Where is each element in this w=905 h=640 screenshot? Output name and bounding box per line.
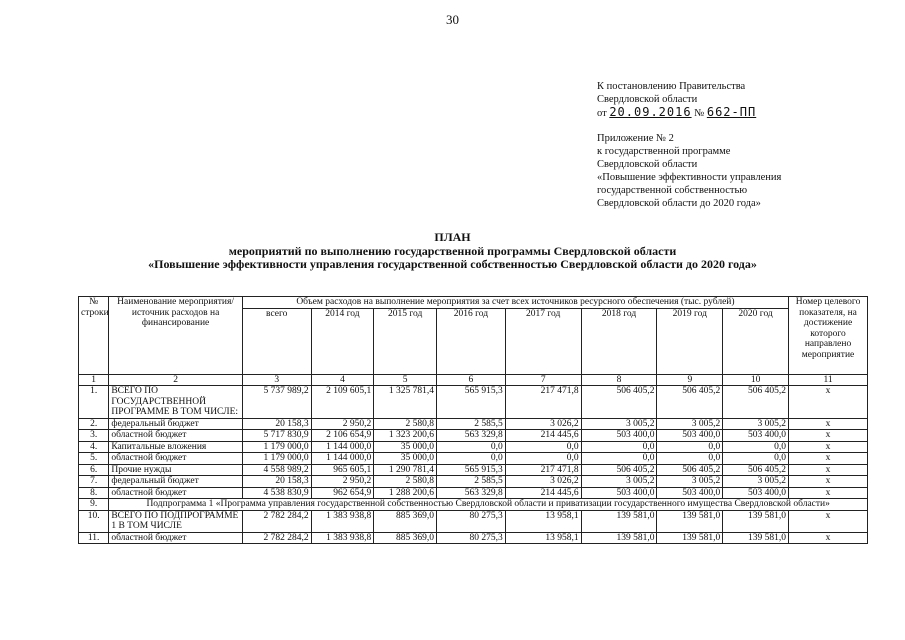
table-cell-value: 506 405,2 [723, 464, 789, 476]
page-number: 30 [446, 12, 459, 27]
number-sign: № [694, 108, 705, 119]
col-number: 8 [581, 374, 657, 386]
table-cell-no: 10. [79, 510, 109, 532]
table-cell-name: Капитальные вложения [109, 441, 243, 453]
col-number: 6 [437, 374, 506, 386]
table-cell-value: 962 654,9 [311, 487, 374, 499]
approval-number: 662-ПП [706, 105, 757, 119]
table-cell-value: 506 405,2 [723, 386, 789, 419]
table-cell-value: 1 383 938,8 [311, 510, 374, 532]
table-cell-value: 139 581,0 [723, 532, 789, 544]
table-cell-value: 885 369,0 [374, 510, 437, 532]
table-cell-value: 0,0 [581, 453, 657, 465]
table-cell-value: 1 290 781,4 [374, 464, 437, 476]
table-cell-value: 139 581,0 [581, 510, 657, 532]
table-cell-no: 1. [79, 386, 109, 419]
table-cell-target: x [789, 487, 868, 499]
table-cell-no: 7. [79, 476, 109, 488]
plan-table [78, 296, 868, 544]
header-col: 2020 год [723, 308, 789, 374]
table-cell-value: 5 737 989,2 [242, 386, 311, 419]
table-row [79, 510, 868, 532]
appendix-line: Свердловской области до 2020 года» [597, 198, 761, 209]
header-col: 2016 год [437, 308, 506, 374]
table-cell-no: 8. [79, 487, 109, 499]
table-cell-value: 503 400,0 [657, 487, 723, 499]
table-cell-value: 3 005,2 [581, 476, 657, 488]
table-cell-value: 0,0 [437, 453, 506, 465]
table-cell-value: 0,0 [505, 453, 581, 465]
header-target: Номер целевого показателя, на достижение которого направлено мероприятие [789, 297, 868, 375]
table-cell-no: 9. [79, 499, 109, 511]
table-cell-value: 2 782 284,2 [242, 510, 311, 532]
header-col: 2015 год [374, 308, 437, 374]
table-cell-value: 35 000,0 [374, 441, 437, 453]
table-cell-value: 503 400,0 [723, 487, 789, 499]
table-cell-target: x [789, 386, 868, 419]
table-cell-value: 214 445,6 [505, 430, 581, 442]
table-cell-value: 4 558 989,2 [242, 464, 311, 476]
table-row [79, 476, 868, 488]
col-number: 7 [505, 374, 581, 386]
header-row-no: № строки [79, 297, 109, 375]
table-cell-value: 3 026,2 [505, 476, 581, 488]
table-cell-name: федеральный бюджет [109, 418, 243, 430]
table-cell-target: x [789, 464, 868, 476]
table-cell-value: 80 275,3 [437, 532, 506, 544]
table-cell-target: x [789, 418, 868, 430]
table-cell-value: 506 405,2 [657, 386, 723, 419]
table-body-main [79, 386, 868, 499]
table-cell-value: 1 144 000,0 [311, 441, 374, 453]
table-cell-value: 4 538 830,9 [242, 487, 311, 499]
table-cell-value: 0,0 [505, 441, 581, 453]
appendix-line: Приложение № 2 [597, 133, 674, 144]
table-cell-target: x [789, 510, 868, 532]
table-cell-value: 3 005,2 [657, 476, 723, 488]
table-cell-target: x [789, 532, 868, 544]
table-cell-target: x [789, 453, 868, 465]
appendix-line: «Повышение эффективности управления [597, 172, 782, 183]
approval-date: 20.09.2016 [609, 105, 692, 119]
table-cell-value: 506 405,2 [657, 464, 723, 476]
table-cell-value: 0,0 [723, 453, 789, 465]
table-cell-name: Прочие нужды [109, 464, 243, 476]
table-cell-name: областной бюджет [109, 532, 243, 544]
col-number: 9 [657, 374, 723, 386]
table-cell-no: 4. [79, 441, 109, 453]
table-cell-name: областной бюджет [109, 487, 243, 499]
table-cell-value: 3 005,2 [581, 418, 657, 430]
subprogram-row [79, 499, 868, 511]
table-row [79, 418, 868, 430]
table-cell-value: 1 144 000,0 [311, 453, 374, 465]
table-cell-value: 2 950,2 [311, 418, 374, 430]
col-number: 10 [723, 374, 789, 386]
table-cell-value: 20 158,3 [242, 418, 311, 430]
table-cell-value: 2 106 654,9 [311, 430, 374, 442]
table-cell-name: областной бюджет [109, 430, 243, 442]
table-cell-value: 0,0 [437, 441, 506, 453]
appendix-line: к государственной программе [597, 146, 731, 157]
table-cell-value: 1 325 781,4 [374, 386, 437, 419]
header-expenses: Объем расходов на выполнение мероприятия за счет всех источников ресурсного обеспечения (тыс. рублей) [242, 297, 788, 309]
header-name: Наименование мероприятия/источник расходов на финансирование [109, 297, 243, 375]
title-line-1: ПЛАН [434, 230, 471, 244]
table-cell-value: 0,0 [581, 441, 657, 453]
col-number: 11 [789, 374, 868, 386]
table-cell-value: 563 329,8 [437, 487, 506, 499]
table-row [79, 430, 868, 442]
table-row [79, 453, 868, 465]
table-cell-value: 503 400,0 [657, 430, 723, 442]
table-cell-value: 2 109 605,1 [311, 386, 374, 419]
table-cell-value: 3 005,2 [723, 476, 789, 488]
table-cell-value: 0,0 [657, 441, 723, 453]
table-cell-value: 565 915,3 [437, 464, 506, 476]
table-cell-value: 2 585,5 [437, 476, 506, 488]
table-cell-value: 2 580,8 [374, 476, 437, 488]
table-cell-name: федеральный бюджет [109, 476, 243, 488]
table-cell-value: 965 605,1 [311, 464, 374, 476]
table-cell-value: 0,0 [723, 441, 789, 453]
table-cell-value: 217 471,8 [505, 386, 581, 419]
table-cell-value: 506 405,2 [581, 386, 657, 419]
approval-line-1: К постановлению Правительства [597, 81, 746, 92]
date-prefix: от [597, 108, 607, 119]
table-cell-value: 2 950,2 [311, 476, 374, 488]
table-cell-value: 565 915,3 [437, 386, 506, 419]
table-cell-value: 13 958,1 [505, 510, 581, 532]
header-col: 2017 год [505, 308, 581, 374]
table-cell-no: 6. [79, 464, 109, 476]
table-cell-value: 35 000,0 [374, 453, 437, 465]
table-cell-value: 503 400,0 [581, 430, 657, 442]
approval-date-line [597, 106, 756, 120]
table-cell-value: 214 445,6 [505, 487, 581, 499]
table-row [79, 441, 868, 453]
table-row [79, 386, 868, 419]
approval-line-2: Свердловской области [597, 94, 698, 105]
table-cell-name: областной бюджет [109, 453, 243, 465]
table-cell-value: 0,0 [657, 453, 723, 465]
table-cell-value: 503 400,0 [581, 487, 657, 499]
header-col: 2014 год [311, 308, 374, 374]
col-number: 1 [79, 374, 109, 386]
col-number: 3 [242, 374, 311, 386]
header-col: 2019 год [657, 308, 723, 374]
table-cell-no: 3. [79, 430, 109, 442]
table-cell-value: 2 580,8 [374, 418, 437, 430]
table-cell-value: 885 369,0 [374, 532, 437, 544]
table-cell-value: 139 581,0 [581, 532, 657, 544]
appendix-line: государственной собственностью [597, 185, 748, 196]
table-cell-value: 563 329,8 [437, 430, 506, 442]
table-cell-value: 2 585,5 [437, 418, 506, 430]
table-row [79, 487, 868, 499]
table-cell-value: 503 400,0 [723, 430, 789, 442]
table-cell-value: 3 005,2 [657, 418, 723, 430]
header-col: 2018 год [581, 308, 657, 374]
col-number: 5 [374, 374, 437, 386]
approval-block [597, 80, 756, 120]
table-cell-no: 5. [79, 453, 109, 465]
table-body-subprogram [79, 510, 868, 544]
table-cell-value: 139 581,0 [657, 510, 723, 532]
table-cell-value: 1 323 200,6 [374, 430, 437, 442]
table-row [79, 532, 868, 544]
table-cell-value: 139 581,0 [723, 510, 789, 532]
table-cell-value: 1 179 000,0 [242, 453, 311, 465]
table-row [79, 464, 868, 476]
table-cell-value: 3 026,2 [505, 418, 581, 430]
table-cell-name: ВСЕГО ПО ПОДПРОГРАММЕ 1 В ТОМ ЧИСЛЕ [109, 510, 243, 532]
table-cell-value: 1 179 000,0 [242, 441, 311, 453]
document-title [0, 231, 905, 272]
table-cell-target: x [789, 476, 868, 488]
table-cell-value: 13 958,1 [505, 532, 581, 544]
header-row [79, 297, 868, 309]
header-col: всего [242, 308, 311, 374]
table-cell-target: x [789, 430, 868, 442]
table-cell-value: 5 717 830,9 [242, 430, 311, 442]
appendix-line: Свердловской области [597, 159, 698, 170]
table-cell-no: 11. [79, 532, 109, 544]
table-cell-target: x [789, 441, 868, 453]
title-line-3: «Повышение эффективности управления государственной собственностью Свердловской области до 2020 года» [148, 257, 757, 271]
table-cell-value: 506 405,2 [581, 464, 657, 476]
table-cell-value: 80 275,3 [437, 510, 506, 532]
col-number: 2 [109, 374, 243, 386]
table-cell-value: 2 782 284,2 [242, 532, 311, 544]
table-cell-value: 1 288 200,6 [374, 487, 437, 499]
subprogram-title: Подпрограмма 1 «Программа управления государственной собственностью Свердловской области и приватизации государственного имущества Свердловской области» [109, 499, 868, 511]
col-number: 4 [311, 374, 374, 386]
table-cell-name: ВСЕГО ПО ГОСУДАРСТВЕННОЙ ПРОГРАММЕ В ТОМ ЧИСЛЕ: [109, 386, 243, 419]
table-cell-value: 1 383 938,8 [311, 532, 374, 544]
appendix-block [597, 132, 781, 210]
column-numbers-row [79, 374, 868, 386]
table-cell-value: 20 158,3 [242, 476, 311, 488]
table-cell-value: 139 581,0 [657, 532, 723, 544]
table-cell-no: 2. [79, 418, 109, 430]
title-line-2: мероприятий по выполнению государственной программы Свердловской области [228, 243, 677, 258]
table-cell-value: 3 005,2 [723, 418, 789, 430]
table-cell-value: 217 471,8 [505, 464, 581, 476]
